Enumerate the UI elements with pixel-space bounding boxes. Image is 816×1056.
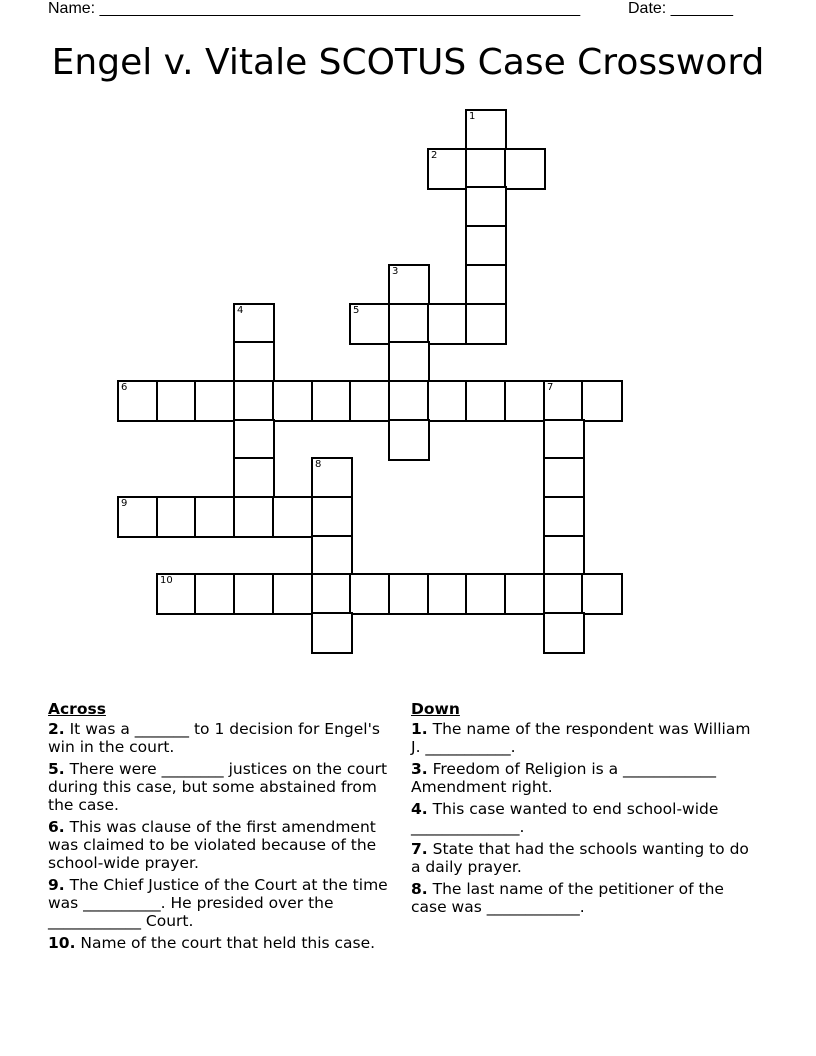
grid-cell[interactable] (388, 341, 430, 383)
grid-cell[interactable] (581, 573, 623, 615)
clue-number: 2. (48, 720, 65, 738)
clue-number: 3. (411, 760, 428, 778)
page-title: Engel v. Vitale SCOTUS Case Crossword (51, 42, 765, 83)
clue-text: There were ________ justices on the court during this case, but some abstained from the case. (48, 760, 388, 814)
clue-text: This was clause of the first amendment was claimed to be violated because of the school-wide prayer. (48, 818, 377, 872)
clue-text: It was a _______ to 1 decision for Engel's win in the court. (48, 720, 380, 756)
clue-across-10 (48, 934, 398, 952)
grid-cell[interactable] (388, 573, 430, 615)
grid-cell[interactable] (233, 341, 275, 383)
clue-across-6 (48, 818, 398, 872)
grid-cell[interactable] (465, 186, 507, 228)
grid-cell[interactable] (233, 457, 275, 499)
cell-number: 3 (392, 266, 399, 277)
grid-cell[interactable] (581, 380, 623, 422)
cell-number: 4 (237, 305, 244, 316)
cell-number: 6 (121, 382, 128, 393)
cell-number: 5 (353, 305, 360, 316)
grid-cell[interactable] (272, 496, 314, 538)
clue-across-2 (48, 720, 398, 756)
clue-text: State that had the schools wanting to do a daily prayer. (411, 840, 749, 876)
grid-cell-6[interactable] (117, 380, 159, 422)
grid-cell[interactable] (156, 496, 198, 538)
grid-cell[interactable] (504, 148, 546, 190)
down-clues (411, 700, 756, 920)
grid-cell[interactable] (233, 573, 275, 615)
clue-across-9 (48, 876, 398, 930)
clue-text: The name of the respondent was William J. ___________. (411, 720, 751, 756)
grid-cell[interactable] (465, 380, 507, 422)
grid-cell[interactable] (465, 303, 507, 345)
clue-number: 9. (48, 876, 65, 894)
grid-cell[interactable] (233, 419, 275, 461)
cell-number: 9 (121, 498, 128, 509)
clue-number: 4. (411, 800, 428, 818)
grid-cell[interactable] (543, 496, 585, 538)
clue-down-8 (411, 880, 756, 916)
grid-cell[interactable] (272, 573, 314, 615)
clue-number: 10. (48, 934, 76, 952)
grid-cell[interactable] (465, 225, 507, 267)
grid-cell[interactable] (311, 612, 353, 654)
grid-cell[interactable] (349, 380, 391, 422)
grid-cell-4[interactable] (233, 303, 275, 345)
cell-number: 10 (160, 575, 173, 586)
date-field: Date: _______ (628, 0, 733, 17)
grid-cell[interactable] (388, 419, 430, 461)
grid-cell[interactable] (504, 380, 546, 422)
grid-cell[interactable] (465, 573, 507, 615)
grid-cell[interactable] (543, 535, 585, 577)
clue-down-3 (411, 760, 756, 796)
clue-number: 1. (411, 720, 428, 738)
grid-cell[interactable] (311, 496, 353, 538)
across-heading: Across (48, 700, 106, 718)
grid-cell-1[interactable] (465, 109, 507, 151)
clue-text: This case wanted to end school-wide ______________. (411, 800, 719, 836)
grid-cell[interactable] (504, 573, 546, 615)
grid-cell[interactable] (543, 612, 585, 654)
grid-cell[interactable] (194, 380, 236, 422)
across-clues (48, 700, 398, 956)
grid-cell[interactable] (388, 380, 430, 422)
grid-cell[interactable] (311, 573, 353, 615)
grid-cell-9[interactable] (117, 496, 159, 538)
grid-cell[interactable] (543, 573, 585, 615)
grid-cell-5[interactable] (349, 303, 391, 345)
clue-down-1 (411, 720, 756, 756)
grid-cell-7[interactable] (543, 380, 585, 422)
cell-number: 8 (315, 459, 322, 470)
clue-number: 5. (48, 760, 65, 778)
clue-number: 7. (411, 840, 428, 858)
clue-text: The last name of the petitioner of the case was ____________. (411, 880, 724, 916)
grid-cell[interactable] (156, 380, 198, 422)
clue-down-7 (411, 840, 756, 876)
grid-cell-8[interactable] (311, 457, 353, 499)
grid-cell[interactable] (427, 303, 469, 345)
clue-text: The Chief Justice of the Court at the time was __________. He presided over the ____________ Court. (48, 876, 388, 930)
cell-number: 7 (547, 382, 554, 393)
clue-text: Name of the court that held this case. (75, 934, 376, 952)
grid-cell[interactable] (194, 573, 236, 615)
grid-cell[interactable] (233, 496, 275, 538)
grid-cell[interactable] (311, 380, 353, 422)
grid-cell-10[interactable] (156, 573, 198, 615)
clue-number: 8. (411, 880, 428, 898)
clue-down-4 (411, 800, 756, 836)
grid-cell[interactable] (272, 380, 314, 422)
grid-cell[interactable] (311, 535, 353, 577)
grid-cell[interactable] (465, 148, 507, 190)
clue-number: 6. (48, 818, 65, 836)
clue-text: Freedom of Religion is a ____________ Amendment right. (411, 760, 717, 796)
grid-cell-2[interactable] (427, 148, 469, 190)
cell-number: 2 (431, 150, 438, 161)
grid-cell[interactable] (349, 573, 391, 615)
grid-cell[interactable] (543, 419, 585, 461)
grid-cell[interactable] (427, 380, 469, 422)
clue-across-5 (48, 760, 398, 814)
grid-cell[interactable] (194, 496, 236, 538)
grid-cell[interactable] (233, 380, 275, 422)
down-heading: Down (411, 700, 460, 718)
grid-cell-3[interactable] (388, 264, 430, 306)
grid-cell[interactable] (543, 457, 585, 499)
cell-number: 1 (469, 111, 476, 122)
name-field: Name: ______________________________________________________ (48, 0, 581, 17)
grid-cell[interactable] (388, 303, 430, 345)
grid-cell[interactable] (427, 573, 469, 615)
grid-cell[interactable] (465, 264, 507, 306)
